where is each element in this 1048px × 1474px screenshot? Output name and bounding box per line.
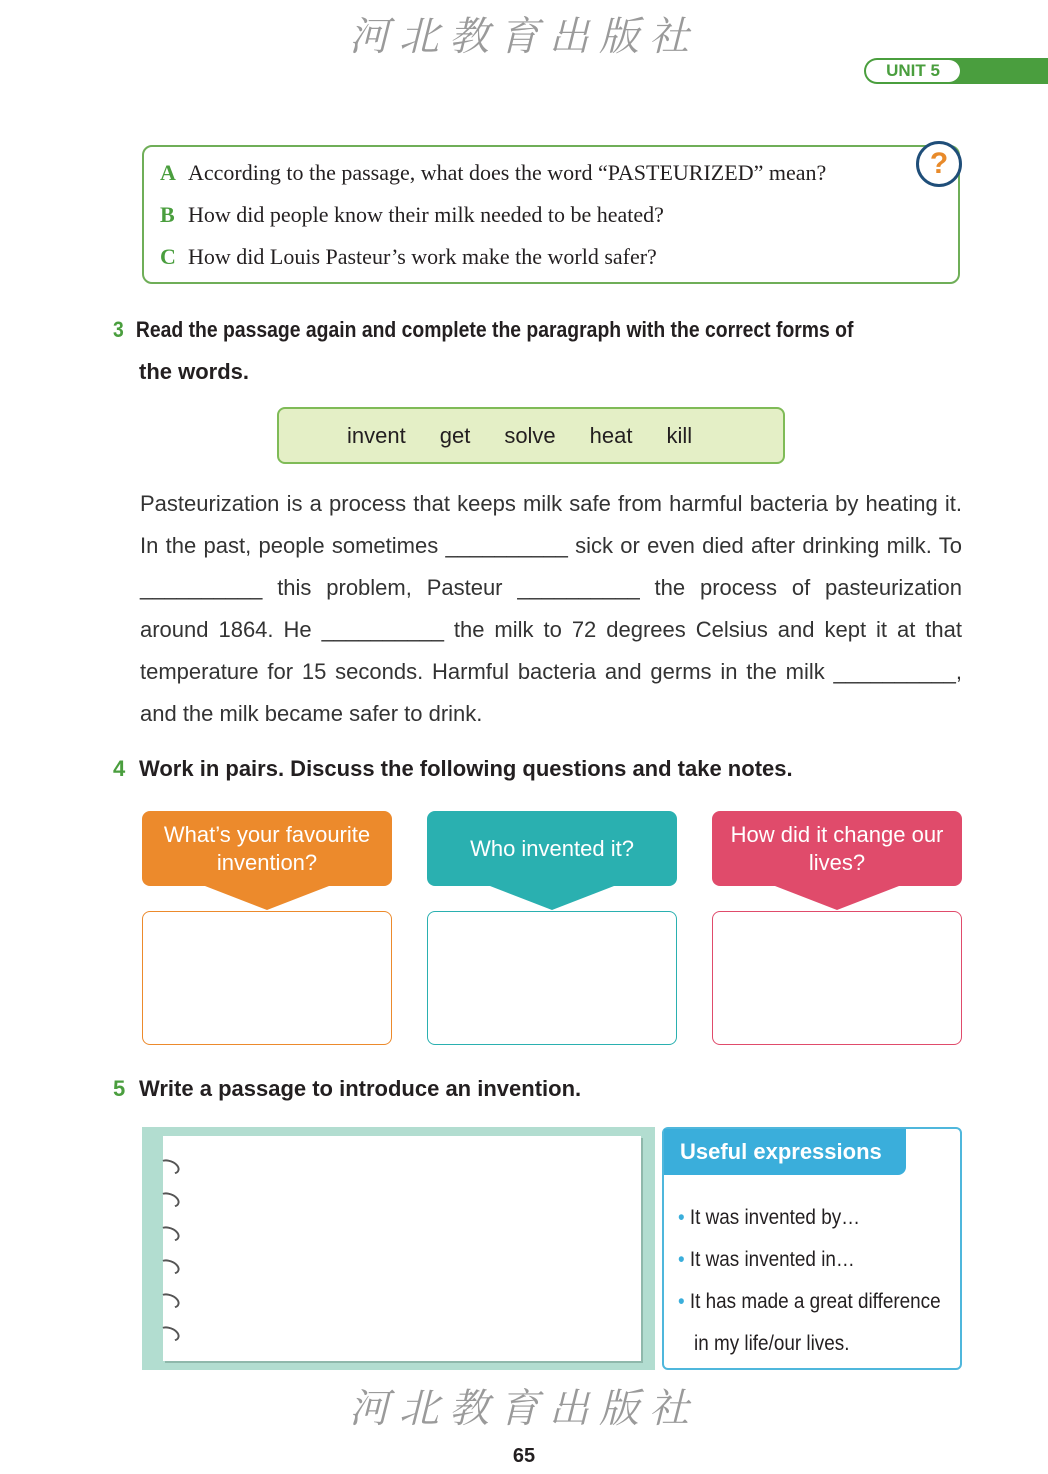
useful-expressions-title: Useful expressions	[664, 1129, 906, 1175]
word-bank-item: kill	[666, 423, 693, 448]
word-bank-item: solve	[504, 423, 556, 448]
word-bank-item: heat	[589, 423, 633, 448]
card-question: What’s your favourite invention?	[142, 811, 392, 886]
expression-text: It was invented in…	[689, 1248, 855, 1271]
unit-label: UNIT 5	[866, 60, 960, 82]
bullet-icon: •	[678, 1206, 690, 1229]
section-number: 5	[113, 1076, 126, 1101]
section-number: 3	[113, 317, 124, 342]
notes-area[interactable]	[712, 911, 962, 1045]
card-question: How did it change our lives?	[712, 811, 962, 886]
question-letter: A	[160, 160, 176, 185]
expression-item	[678, 1290, 941, 1314]
section-title: Work in pairs. Discuss the following questions and take notes.	[139, 756, 793, 781]
word-bank-item: invent	[347, 423, 406, 448]
section-3-heading	[113, 317, 853, 343]
card-pointer	[205, 886, 329, 910]
question-mark-icon: ?	[916, 141, 962, 187]
expression-item	[678, 1248, 855, 1272]
section-title: Write a passage to introduce an invention.	[139, 1076, 582, 1101]
expression-text: It has made a great difference	[689, 1290, 941, 1313]
bullet-icon: •	[678, 1290, 690, 1313]
question-text: How did people know their milk needed to be heated?	[188, 202, 664, 227]
question-text: How did Louis Pasteur’s work make the world safer?	[188, 244, 657, 269]
bullet-icon: •	[678, 1248, 690, 1271]
note-card-change	[712, 811, 962, 1045]
publisher-watermark-bottom: 河北教育出版社	[349, 1386, 699, 1432]
expression-item	[678, 1206, 860, 1230]
notes-area[interactable]	[427, 911, 677, 1045]
word-bank	[277, 407, 785, 464]
card-pointer	[490, 886, 614, 910]
question-letter: B	[160, 202, 175, 227]
question-letter: C	[160, 244, 176, 269]
question-a	[160, 160, 826, 186]
card-question: Who invented it?	[427, 811, 677, 886]
notes-area[interactable]	[142, 911, 392, 1045]
section-4-heading	[113, 756, 793, 782]
question-c	[160, 244, 657, 270]
section-title: Read the passage again and complete the paragraph with the correct forms of	[135, 317, 854, 342]
question-text: According to the passage, what does the word “PASTEURIZED” mean?	[188, 160, 827, 185]
section-5-heading	[113, 1076, 581, 1102]
word-bank-item: get	[439, 423, 471, 448]
expression-item-cont: in my life/our lives.	[694, 1332, 850, 1355]
note-card-inventor	[427, 811, 677, 1045]
card-pointer	[775, 886, 899, 910]
cloze-paragraph: Pasteurization is a process that keeps milk safe from harmful bacteria by heating it. In the past, people sometimes __________ sick or even died after drinking milk. To __________ this problem, Pasteur __________ the process of pasteurization around 1864. He __________ the milk to 72 degrees Celsius and kept it at that temperature for 15 seconds. Harmful bacteria and germs in the milk __________, and the milk became safer to drink.	[140, 491, 962, 726]
section-3-heading-cont: the words.	[139, 359, 250, 384]
question-b	[160, 202, 664, 228]
publisher-watermark-top: 河北教育出版社	[349, 14, 699, 60]
page-number: 65	[512, 1445, 536, 1467]
section-number: 4	[113, 756, 126, 781]
expression-text: It was invented by…	[689, 1206, 861, 1229]
note-card-favourite	[142, 811, 392, 1045]
writing-area[interactable]	[163, 1136, 641, 1361]
